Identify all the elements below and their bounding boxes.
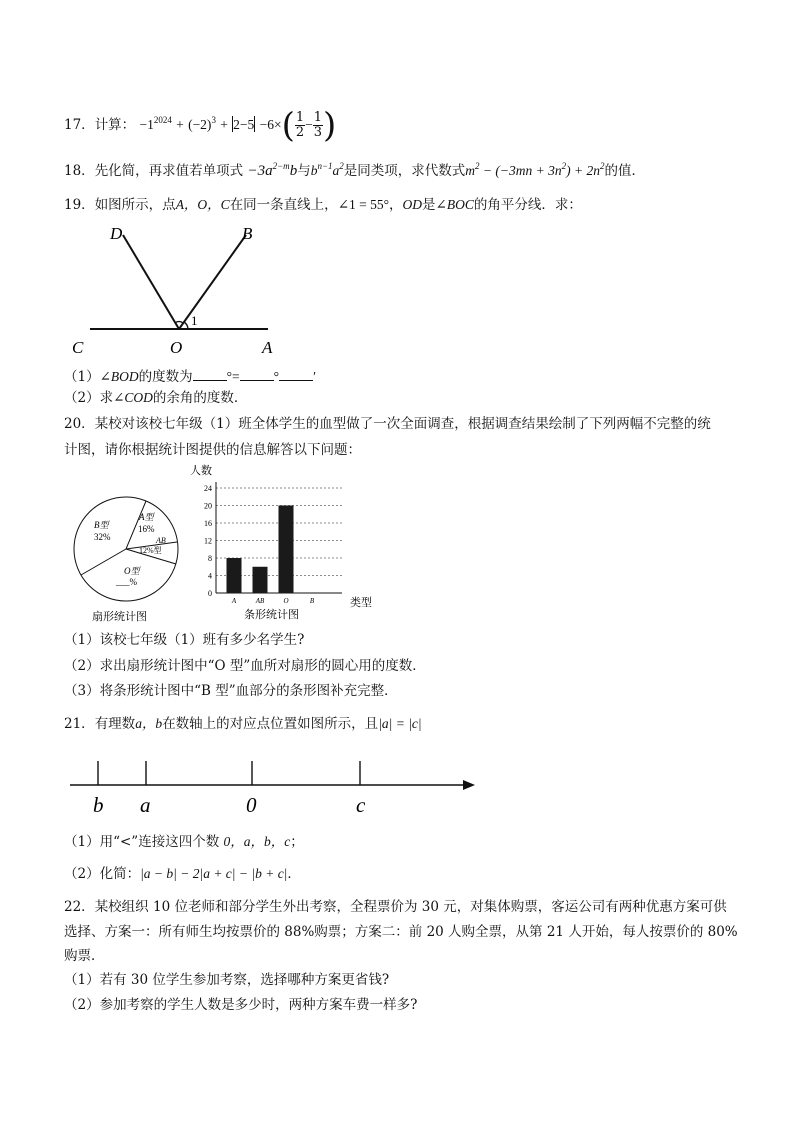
pie-chart <box>72 492 188 628</box>
y-tick-label: 20 <box>204 501 212 511</box>
label-o: O <box>170 338 183 357</box>
y-tick-label: 8 <box>208 554 212 563</box>
point-b: b <box>93 793 104 817</box>
ray-od <box>123 235 179 329</box>
q17-label: 计算： <box>94 117 136 133</box>
pie-caption: 扇形统计图 <box>92 610 147 623</box>
q19-sub-1: （1）∠BOD的度数为 °= ° ′ <box>64 369 317 385</box>
x-tick-label: B <box>309 597 315 605</box>
q20-sub-3: （3）将条形统计图中“B 型”血部分的条形图补充完整． <box>64 683 398 699</box>
label-b: B <box>242 224 253 243</box>
x-tick-label: A <box>231 597 237 605</box>
q19-angle-figure <box>60 215 350 365</box>
y-tick-label: 16 <box>204 519 212 528</box>
q18-monomial-1: $-3a^{2-m}b$ <box>247 161 298 179</box>
label-a: A <box>262 338 273 357</box>
q20-line-2: 计图，请你根据统计图提供的信息解答以下问题： <box>64 442 361 458</box>
blank <box>279 380 313 381</box>
point-c: c <box>356 793 366 817</box>
bar-ab <box>253 567 268 593</box>
x-tick-label: O <box>283 597 289 605</box>
q22-sub-2: （2）参加考察的学生人数是多少时，两种方案车费一样多? <box>64 997 418 1013</box>
pie-b-pct: 32% <box>94 532 111 542</box>
q22-line-2: 选择、方案一：所有师生均按票价的 88%购票；方案二：前 20 人购全票，从第 21 人开始，每人按票价的 80% <box>64 924 738 940</box>
y-tick-label: 12 <box>204 536 212 546</box>
pie-ab-pct: 12%型 <box>139 546 162 555</box>
label-c: C <box>72 338 84 357</box>
q17-number: 17． <box>64 117 95 133</box>
q17-term1: $-1^{2024}$ <box>139 115 172 132</box>
axis-arrow <box>463 780 475 790</box>
blank <box>240 380 274 381</box>
pie-a-pct: 16% <box>138 524 155 534</box>
y-axis-label: 人数 <box>190 464 212 477</box>
x-tick-label: AB <box>255 597 265 605</box>
q17: 17．计算： $-1^{2024} + (-2)^3 + 2-5 -6\times$( $\frac{1}{2}$ − $\frac{1}{3}$ ) <box>64 105 337 146</box>
q17-abs: 2−5 <box>233 117 255 132</box>
q17-term3: $(-2)^3$ <box>188 115 216 132</box>
blank <box>193 380 227 381</box>
q22-sub-1: （1）若有 30 位学生参加考察，选择哪种方案更省钱? <box>64 972 390 988</box>
pie-a-label: A型 <box>139 512 154 522</box>
q19: 19．如图所示，点A，O，C在同一条直线上，∠1 = 55°，OD是∠BOC的角平分线．求： <box>64 197 582 213</box>
pie-o-label: O型 <box>124 566 140 576</box>
q17-fraction-1: $\frac{1}{2}$ <box>295 110 305 140</box>
q20-sub-2: （2）求出扇形统计图中“O 型”血所对扇形的圆心用的度数． <box>64 658 426 674</box>
point-zero: 0 <box>246 793 257 817</box>
point-a: a <box>140 793 151 817</box>
pie-b-label: B型 <box>94 520 109 530</box>
number-line <box>60 755 490 825</box>
pie-o-pct: ___% <box>116 577 137 587</box>
bar-o <box>279 506 294 594</box>
q20-line-1: 20．某校对该校七年级（1）班全体学生的血型做了一次全面调查，根据调查结果绘制了下列两幅不完整的统 <box>64 416 711 432</box>
label-1: 1 <box>191 313 198 328</box>
bar-chart <box>186 462 386 622</box>
label-d: D <box>110 224 123 243</box>
pie-ab-label: AB <box>156 536 166 545</box>
y-tick-label: 0 <box>208 589 212 598</box>
q20-sub-1: （1）该校七年级（1）班有多少名学生? <box>64 632 305 648</box>
x-axis-label: 类型 <box>350 596 372 609</box>
q18-monomial-2: $b^{n-1}a^2$ <box>310 161 344 178</box>
q19-sub-2: （2）求∠COD的余角的度数． <box>64 390 248 406</box>
q22-line-1: 22．某校组织 10 位老师和部分学生外出考察，全程票价为 30 元，对集体购票，客运公司有两种优惠方案可供 <box>64 899 727 915</box>
angle-1-arc <box>184 322 188 329</box>
q18: 18．先化简，再求值若单项式 $-3a^{2-m}b$与$b^{n-1}a^2$是同类项，求代数式$m^2 - (-3mn + 3n^2) + 2n^2$的值． <box>64 161 645 179</box>
q21: 21．有理数a，b在数轴上的对应点位置如图所示，且|a| = |c| <box>64 716 422 732</box>
bar-a <box>227 558 242 593</box>
q21-sub-1: （1）用“<”连接这四个数 0，a，b，c； <box>64 834 304 850</box>
ray-ob <box>179 235 246 329</box>
y-tick-label: 24 <box>204 484 212 493</box>
q21-sub-2: （2）化简：|a − b| − 2|a + c| − |b + c|． <box>64 866 301 882</box>
angle-arc-2 <box>175 321 183 323</box>
chart-title: 条形统计图 <box>244 608 299 621</box>
q17-fraction-2: $\frac{1}{3}$ <box>313 110 323 140</box>
q18-expression: $m^2 - (-3mn + 3n^2) + 2n^2$ <box>465 161 605 178</box>
q22-line-3: 购票． <box>64 948 105 964</box>
y-tick-label: 4 <box>208 571 212 581</box>
